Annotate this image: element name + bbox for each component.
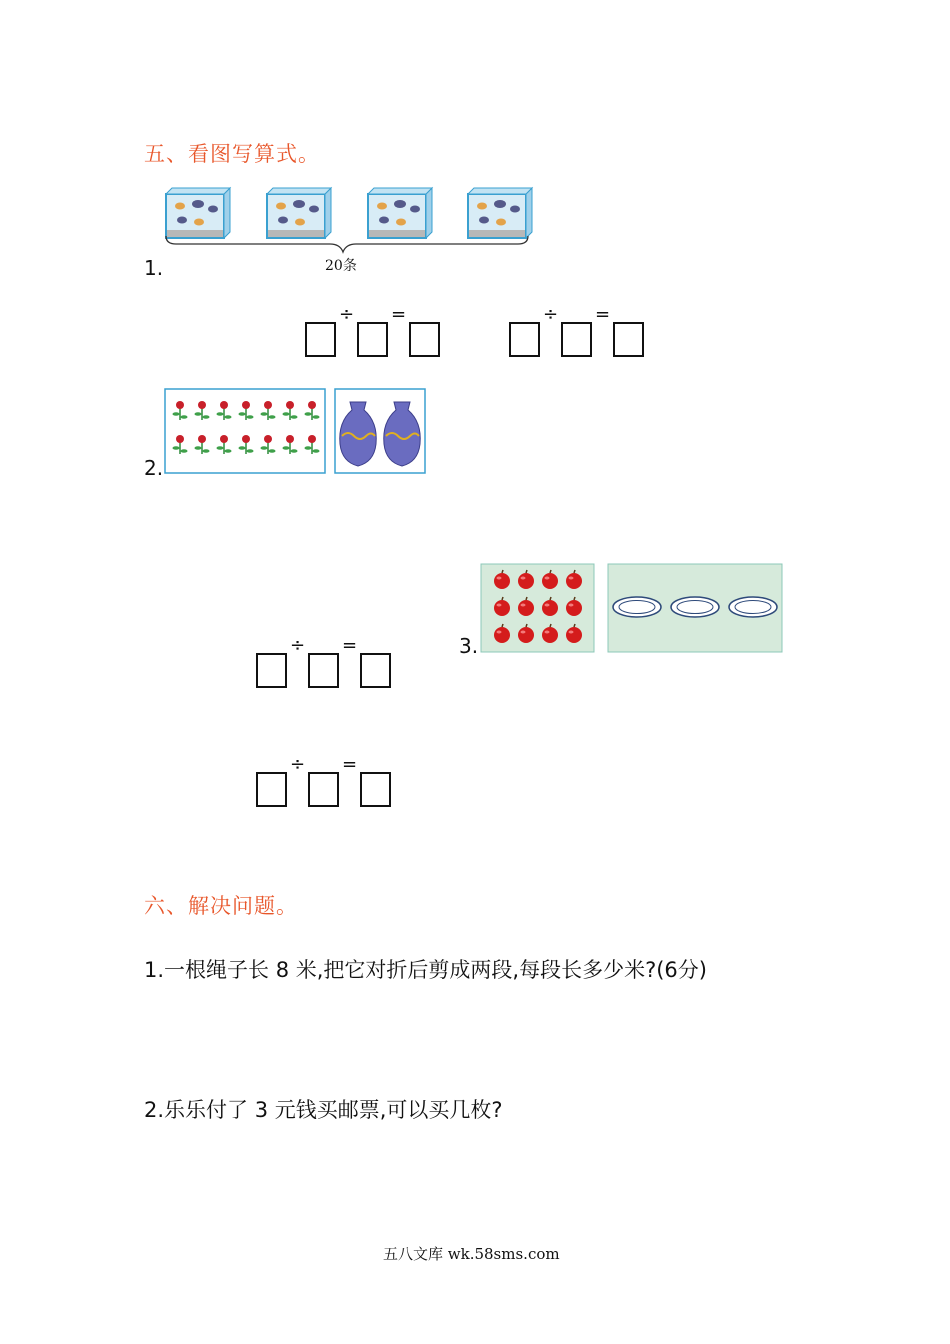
answer-box[interactable] xyxy=(613,322,644,357)
answer-box[interactable] xyxy=(561,322,592,357)
question-2: 2.乐乐付了 3 元钱买邮票,可以买几枚? xyxy=(144,1098,503,1122)
problem2-number: 2. xyxy=(144,456,164,480)
plate xyxy=(613,597,661,617)
fish-tank xyxy=(468,188,532,238)
answer-box[interactable] xyxy=(308,772,339,807)
footer-text: 五八文库 wk.58sms.com xyxy=(383,1245,560,1263)
divide-sign: ÷ xyxy=(290,754,306,775)
answer-box[interactable] xyxy=(256,772,287,807)
fish-tank xyxy=(368,188,432,238)
brace-label: 20条 xyxy=(325,258,357,274)
answer-box[interactable] xyxy=(360,772,391,807)
divide-sign: ÷ xyxy=(339,304,355,325)
fish-tank xyxy=(267,188,331,238)
divide-sign: ÷ xyxy=(543,304,559,325)
divide-sign: ÷ xyxy=(290,635,306,656)
plate xyxy=(729,597,777,617)
vases-figure xyxy=(334,388,426,474)
equal-sign: = xyxy=(342,635,358,656)
flowers-figure xyxy=(164,388,326,474)
answer-box[interactable] xyxy=(509,322,540,357)
fish-tank xyxy=(166,188,230,238)
answer-box[interactable] xyxy=(308,653,339,688)
section6-heading: 六、解决问题。 xyxy=(144,894,298,918)
answer-box[interactable] xyxy=(357,322,388,357)
question-1: 1.一根绳子长 8 米,把它对折后剪成两段,每段长多少米?(6分) xyxy=(144,958,707,982)
plate xyxy=(671,597,719,617)
equal-sign: = xyxy=(391,304,407,325)
plates-figure xyxy=(607,563,783,653)
answer-box[interactable] xyxy=(360,653,391,688)
equal-sign: = xyxy=(342,754,358,775)
section5-heading: 五、看图写算式。 xyxy=(144,142,320,166)
answer-box[interactable] xyxy=(409,322,440,357)
problem1-number: 1. xyxy=(144,256,164,280)
equal-sign: = xyxy=(595,304,611,325)
answer-box[interactable] xyxy=(305,322,336,357)
problem3-number: 3. xyxy=(459,634,479,658)
answer-box[interactable] xyxy=(256,653,287,688)
apples-figure xyxy=(480,563,595,653)
